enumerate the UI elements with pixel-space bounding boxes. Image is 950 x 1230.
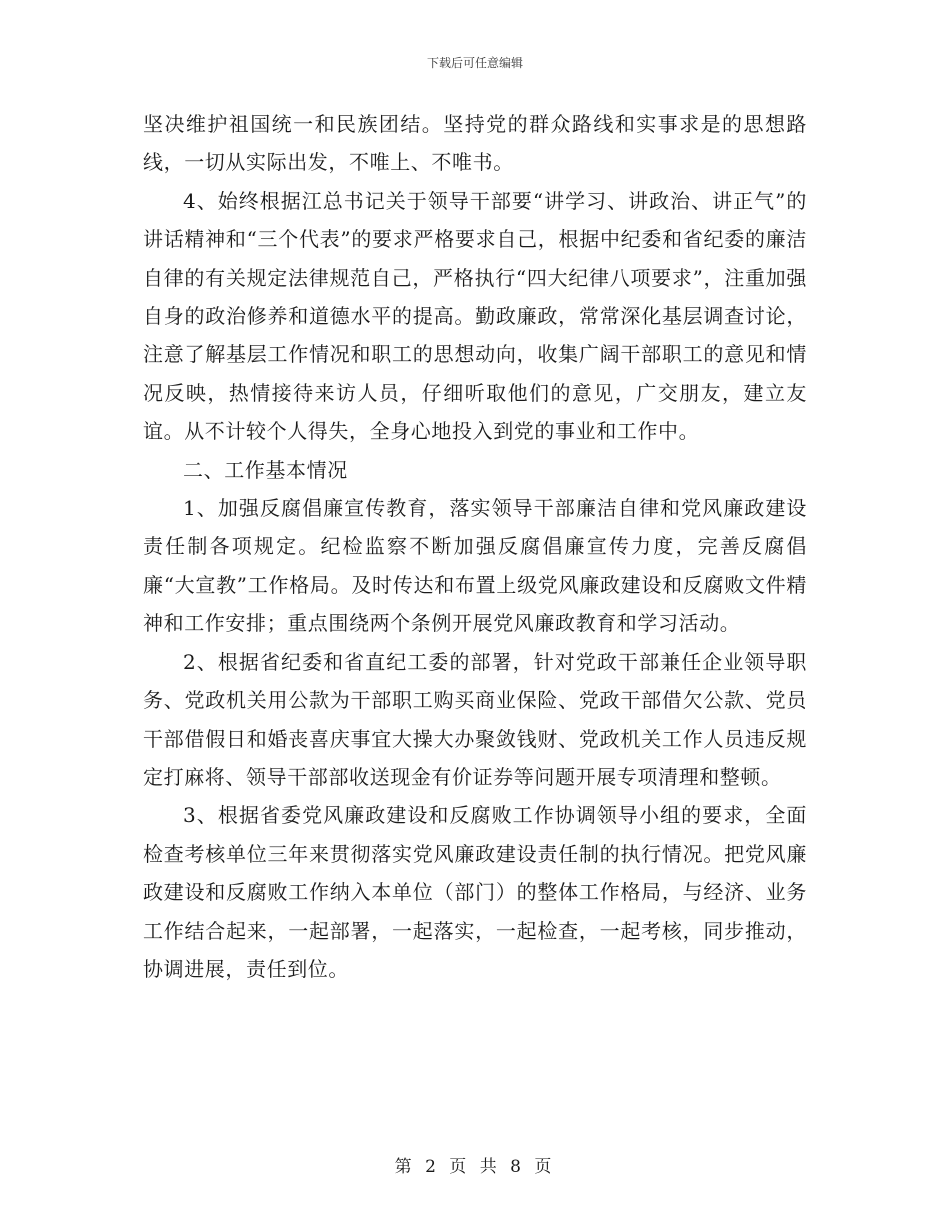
paragraph-item-4: 4、始终根据江总书记关于领导干部要“讲学习、讲政治、讲正气”的讲话精神和“三个代表”的要求严格要求自己，根据中纪委和省纪委的廉洁自律的有关规定法律规范自己，严格执行“四大纪律八项要求”，注重加强自身的政治修养和道德水平的提高。勤政廉政，常常深化基层调查讨论，注意了解基层工作情况和职工的思想动向，收集广阔干部职工的意见和情况反映，热情接待来访人员，仔细听取他们的意见，广交朋友，建立友谊。从不计较个人得失，全身心地投入到党的事业和工作中。 xyxy=(143,188,807,444)
paragraph-item-3: 3、根据省委党风廉政建设和反腐败工作协调领导小组的要求，全面检查考核单位三年来贯彻落实党风廉政建设责任制的执行情况。把党风廉政建设和反腐败工作纳入本单位（部门）的整体工作格局，与经济、业务工作结合起来，一起部署，一起落实，一起检查，一起考核，同步推动，协调进展，责任到位。 xyxy=(143,803,807,981)
document-body xyxy=(143,105,807,988)
paragraph-continuation: 坚决维护祖国统一和民族团结。坚持党的群众路线和实事求是的思想路线，一切从实际出发，不唯上、不唯书。 xyxy=(143,112,807,175)
page-header: 下载后可任意编辑 xyxy=(426,56,523,70)
section-heading: 二、工作基本情况 xyxy=(183,457,348,482)
page-number-footer: 第 2 页 共 8 页 xyxy=(394,1157,556,1177)
paragraph-item-2: 2、根据省纪委和省直纪工委的部署，针对党政干部兼任企业领导职务、党政机关用公款为干部职工购买商业保险、党政干部借欠公款、党员干部借假日和婚丧喜庆事宜大操大办聚敛钱财、党政机关工作人员违反规定打麻将、领导干部部收送现金有价证券等问题开展专项清理和整顿。 xyxy=(143,649,807,789)
paragraph-item-1: 1、加强反腐倡廉宣传教育，落实领导干部廉洁自律和党风廉政建设责任制各项规定。纪检监察不断加强反腐倡廉宣传力度，完善反腐倡廉“大宣教”工作格局。及时传达和布置上级党风廉政建设和反腐败文件精神和工作安排；重点围绕两个条例开展党风廉政教育和学习活动。 xyxy=(143,496,807,636)
